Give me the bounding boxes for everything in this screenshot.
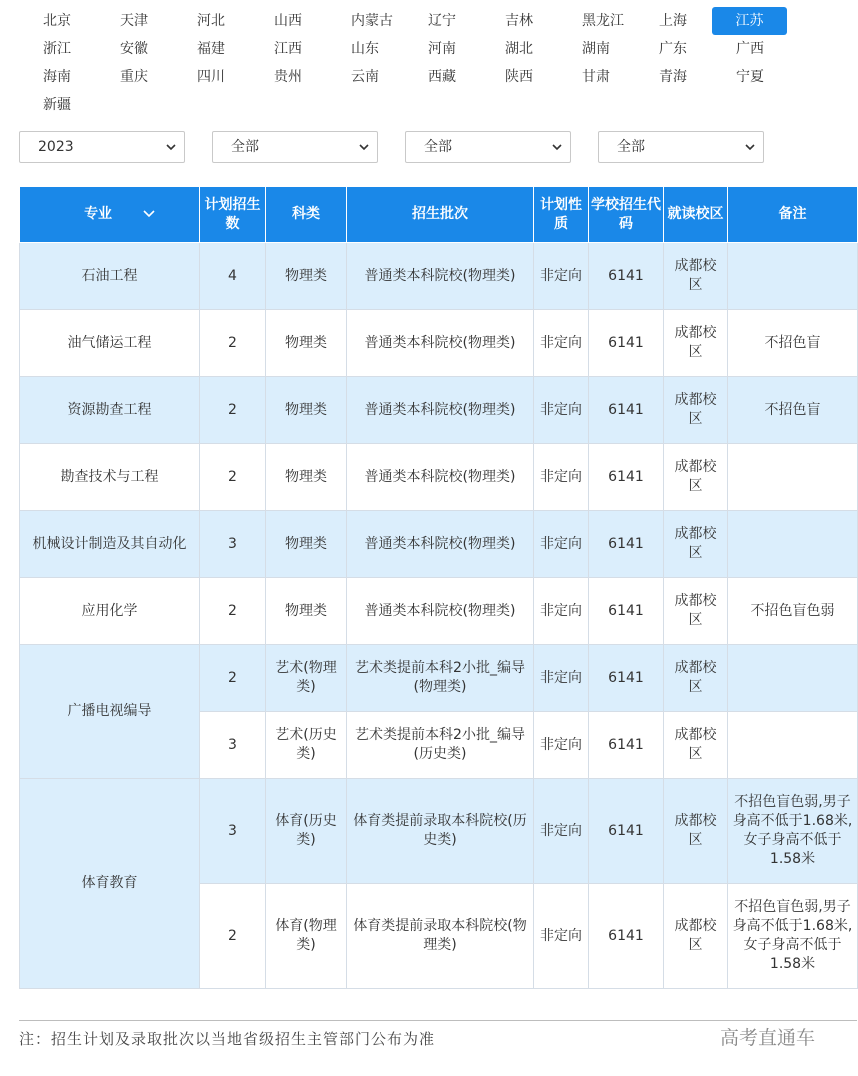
province-qinghai[interactable]: 青海 — [659, 69, 687, 85]
cell-major: 勘查技术与工程 — [20, 444, 200, 511]
chevron-down-icon — [166, 142, 176, 152]
province-gansu[interactable]: 甘肃 — [582, 69, 610, 85]
year-select-value: 2023 — [38, 139, 74, 155]
cell-campus: 成都校区 — [664, 712, 728, 779]
footer-divider — [19, 1020, 857, 1021]
cell-campus: 成都校区 — [664, 779, 728, 884]
province-henan[interactable]: 河南 — [428, 41, 456, 57]
cell-subject: 物理类 — [266, 511, 347, 578]
cell-subject: 物理类 — [266, 578, 347, 645]
table-row — [20, 310, 858, 377]
enrollment-plan-table — [19, 186, 857, 989]
cell-major: 广播电视编导 — [20, 645, 200, 779]
cell-count: 3 — [200, 779, 266, 884]
header-plan-nature: 计划性质 — [534, 187, 589, 243]
header-remark: 备注 — [728, 187, 858, 243]
cell-code: 6141 — [589, 243, 664, 310]
cell-remark: 不招色盲色弱 — [728, 578, 858, 645]
cell-code: 6141 — [589, 511, 664, 578]
cell-campus: 成都校区 — [664, 884, 728, 989]
province-jilin[interactable]: 吉林 — [505, 13, 533, 29]
header-plan-count: 计划招生数 — [200, 187, 266, 243]
chevron-down-icon — [745, 142, 755, 152]
province-hubei[interactable]: 湖北 — [505, 41, 533, 57]
province-shaanxi[interactable]: 陕西 — [505, 69, 533, 85]
province-beijing[interactable]: 北京 — [43, 13, 71, 29]
cell-code: 6141 — [589, 712, 664, 779]
cell-campus: 成都校区 — [664, 444, 728, 511]
table-row — [20, 444, 858, 511]
province-neimenggu[interactable]: 内蒙古 — [351, 13, 393, 29]
cell-major: 应用化学 — [20, 578, 200, 645]
cell-subject: 体育(历史类) — [266, 779, 347, 884]
year-select[interactable] — [19, 131, 185, 163]
cell-count: 2 — [200, 645, 266, 712]
cell-subject: 物理类 — [266, 243, 347, 310]
header-major[interactable] — [20, 187, 200, 243]
filter-select-4-value: 全部 — [617, 139, 645, 155]
cell-subject: 艺术(物理类) — [266, 645, 347, 712]
cell-code: 6141 — [589, 578, 664, 645]
cell-count: 3 — [200, 511, 266, 578]
province-hainan[interactable]: 海南 — [43, 69, 71, 85]
province-jiangsu-selected[interactable]: 江苏 — [712, 7, 787, 35]
cell-campus: 成都校区 — [664, 377, 728, 444]
filter-select-3-value: 全部 — [424, 139, 452, 155]
table-row — [20, 511, 858, 578]
cell-remark: 不招色盲色弱,男子身高不低于1.68米,女子身高不低于1.58米 — [728, 884, 858, 989]
table-row — [20, 578, 858, 645]
province-liaoning[interactable]: 辽宁 — [428, 13, 456, 29]
footer-note: 注：招生计划及录取批次以当地省级招生主管部门公布为准 — [19, 1030, 436, 1048]
cell-subject: 物理类 — [266, 310, 347, 377]
cell-count: 2 — [200, 310, 266, 377]
sort-chevron-icon[interactable] — [143, 209, 155, 219]
filter-select-2[interactable] — [212, 131, 378, 163]
filter-bar — [19, 131, 779, 163]
cell-remark — [728, 511, 858, 578]
table-header-row — [20, 187, 858, 243]
cell-remark: 不招色盲 — [728, 310, 858, 377]
cell-code: 6141 — [589, 884, 664, 989]
province-tianjin[interactable]: 天津 — [120, 13, 148, 29]
province-guangdong[interactable]: 广东 — [659, 41, 687, 57]
cell-batch: 普通类本科院校(物理类) — [347, 578, 534, 645]
cell-remark: 不招色盲色弱,男子身高不低于1.68米,女子身高不低于1.58米 — [728, 779, 858, 884]
cell-subject: 物理类 — [266, 377, 347, 444]
table-row — [20, 779, 858, 884]
table-row — [20, 645, 858, 712]
cell-code: 6141 — [589, 377, 664, 444]
province-guangxi[interactable]: 广西 — [736, 41, 764, 57]
cell-nature: 非定向 — [534, 578, 589, 645]
province-jiangxi[interactable]: 江西 — [274, 41, 302, 57]
cell-remark: 不招色盲 — [728, 377, 858, 444]
chevron-down-icon — [552, 142, 562, 152]
province-shanghai[interactable]: 上海 — [659, 13, 687, 29]
filter-select-3[interactable] — [405, 131, 571, 163]
filter-select-4[interactable] — [598, 131, 764, 163]
cell-nature: 非定向 — [534, 779, 589, 884]
province-yunnan[interactable]: 云南 — [351, 69, 379, 85]
cell-count: 2 — [200, 444, 266, 511]
cell-nature: 非定向 — [534, 511, 589, 578]
cell-count: 2 — [200, 578, 266, 645]
cell-code: 6141 — [589, 779, 664, 884]
cell-batch: 体育类提前录取本科院校(历史类) — [347, 779, 534, 884]
cell-campus: 成都校区 — [664, 310, 728, 377]
cell-major: 石油工程 — [20, 243, 200, 310]
cell-campus: 成都校区 — [664, 243, 728, 310]
cell-subject: 体育(物理类) — [266, 884, 347, 989]
cell-nature: 非定向 — [534, 444, 589, 511]
province-ningxia[interactable]: 宁夏 — [736, 69, 764, 85]
header-subject: 科类 — [266, 187, 347, 243]
province-xinjiang[interactable]: 新疆 — [43, 97, 71, 113]
province-hunan[interactable]: 湖南 — [582, 41, 610, 57]
province-fujian[interactable]: 福建 — [197, 41, 225, 57]
cell-batch: 艺术类提前本科2小批_编导(历史类) — [347, 712, 534, 779]
province-xizang[interactable]: 西藏 — [428, 69, 456, 85]
cell-code: 6141 — [589, 310, 664, 377]
cell-campus: 成都校区 — [664, 511, 728, 578]
cell-subject: 物理类 — [266, 444, 347, 511]
cell-remark — [728, 243, 858, 310]
province-hebei[interactable]: 河北 — [197, 13, 225, 29]
province-shanxi[interactable]: 山西 — [274, 13, 302, 29]
cell-nature: 非定向 — [534, 645, 589, 712]
header-school-code: 学校招生代码 — [589, 187, 664, 243]
province-heilongjiang[interactable]: 黑龙江 — [582, 13, 624, 29]
cell-count: 2 — [200, 884, 266, 989]
brand-watermark: 高考直通车 — [720, 1027, 816, 1049]
cell-remark — [728, 712, 858, 779]
table-row — [20, 377, 858, 444]
cell-code: 6141 — [589, 444, 664, 511]
filter-select-2-value: 全部 — [231, 139, 259, 155]
cell-nature: 非定向 — [534, 884, 589, 989]
cell-major: 机械设计制造及其自动化 — [20, 511, 200, 578]
cell-nature: 非定向 — [534, 243, 589, 310]
cell-count: 3 — [200, 712, 266, 779]
province-guizhou[interactable]: 贵州 — [274, 69, 302, 85]
cell-count: 4 — [200, 243, 266, 310]
cell-major: 油气储运工程 — [20, 310, 200, 377]
table-row — [20, 243, 858, 310]
province-zhejiang[interactable]: 浙江 — [43, 41, 71, 57]
cell-batch: 普通类本科院校(物理类) — [347, 243, 534, 310]
cell-batch: 体育类提前录取本科院校(物理类) — [347, 884, 534, 989]
province-chongqing[interactable]: 重庆 — [120, 69, 148, 85]
cell-nature: 非定向 — [534, 310, 589, 377]
cell-campus: 成都校区 — [664, 578, 728, 645]
cell-count: 2 — [200, 377, 266, 444]
cell-nature: 非定向 — [534, 377, 589, 444]
province-shandong[interactable]: 山东 — [351, 41, 379, 57]
cell-remark — [728, 444, 858, 511]
cell-batch: 普通类本科院校(物理类) — [347, 377, 534, 444]
cell-subject: 艺术(历史类) — [266, 712, 347, 779]
cell-code: 6141 — [589, 645, 664, 712]
cell-batch: 普通类本科院校(物理类) — [347, 511, 534, 578]
header-batch: 招生批次 — [347, 187, 534, 243]
cell-batch: 艺术类提前本科2小批_编导(物理类) — [347, 645, 534, 712]
cell-remark — [728, 645, 858, 712]
header-campus: 就读校区 — [664, 187, 728, 243]
cell-major: 资源勘查工程 — [20, 377, 200, 444]
cell-batch: 普通类本科院校(物理类) — [347, 310, 534, 377]
cell-nature: 非定向 — [534, 712, 589, 779]
province-sichuan[interactable]: 四川 — [197, 69, 225, 85]
cell-campus: 成都校区 — [664, 645, 728, 712]
cell-batch: 普通类本科院校(物理类) — [347, 444, 534, 511]
header-major-label: 专业 — [84, 206, 113, 222]
chevron-down-icon — [359, 142, 369, 152]
province-anhui[interactable]: 安徽 — [120, 41, 148, 57]
cell-major: 体育教育 — [20, 779, 200, 989]
